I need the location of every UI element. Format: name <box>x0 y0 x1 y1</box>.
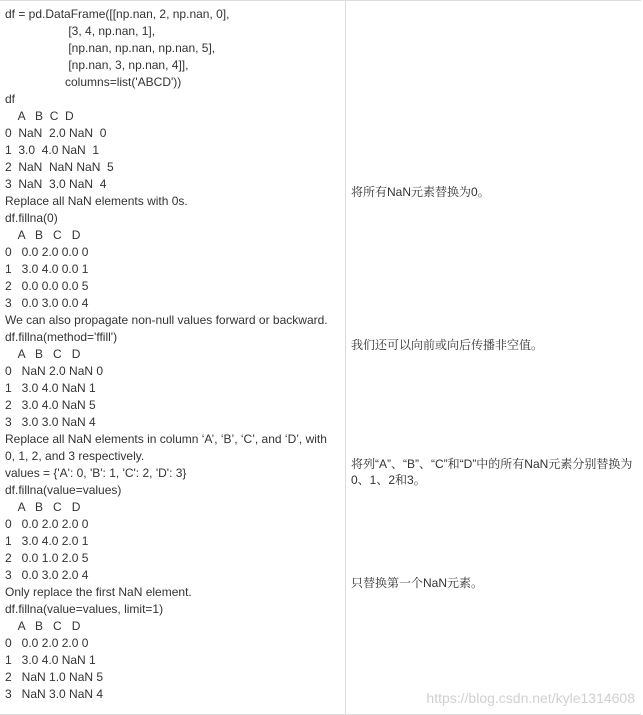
code-line: df.fillna(value=values, limit=1) <box>5 602 164 616</box>
code-line: We can also propagate non-null values forward or backward. <box>5 313 328 327</box>
code-line: 0, 1, 2, and 3 respectively. <box>5 449 145 463</box>
code-line: Only replace the first NaN element. <box>5 585 192 599</box>
code-line: Replace all NaN elements in column ‘A’, ‘B’, ‘C’, and ‘D’, with <box>5 432 327 446</box>
code-line: 2 NaN NaN NaN 5 <box>5 160 114 174</box>
code-line: [np.nan, np.nan, np.nan, 5], <box>5 41 216 55</box>
note-propagate: 我们还可以向前或向后传播非空值。 <box>351 338 544 352</box>
code-line: df.fillna(method='ffill') <box>5 330 118 344</box>
note-first-only: 只替换第一个NaN元素。 <box>351 576 484 590</box>
note-fill-zero: 将所有NaN元素替换为0。 <box>351 185 490 199</box>
code-line: 2 3.0 4.0 NaN 5 <box>5 398 96 412</box>
code-line: 0 0.0 2.0 2.0 0 <box>5 517 89 531</box>
code-line: 1 3.0 4.0 2.0 1 <box>5 534 89 548</box>
code-line: A B C D <box>5 500 81 514</box>
code-line: 0 0.0 2.0 0.0 0 <box>5 245 89 259</box>
code-line: 0 NaN 2.0 NaN 0 <box>5 364 104 378</box>
code-line: df = pd.DataFrame([[np.nan, 2, np.nan, 0], <box>5 7 230 21</box>
code-line: 0 0.0 2.0 2.0 0 <box>5 636 89 650</box>
code-line: A B C D <box>5 619 81 633</box>
notes-column <box>346 1 641 714</box>
watermark-text: https://blog.csdn.net/kyle1314608 <box>426 690 635 706</box>
code-line: 2 NaN 1.0 NaN 5 <box>5 670 104 684</box>
code-line: 3 0.0 3.0 0.0 4 <box>5 296 89 310</box>
code-line: 1 3.0 4.0 NaN 1 <box>5 381 96 395</box>
code-line: 0 NaN 2.0 NaN 0 <box>5 126 107 140</box>
code-line: A B C D <box>5 109 74 123</box>
code-line: Replace all NaN elements with 0s. <box>5 194 188 208</box>
code-line: 3 0.0 3.0 2.0 4 <box>5 568 89 582</box>
code-column <box>0 1 346 714</box>
code-line: df.fillna(0) <box>5 211 58 225</box>
note-per-column: 将列“A”、“B”、“C”和“D”中的所有NaN元素分别替换为0、1、2和3。 <box>351 457 633 487</box>
code-line: 1 3.0 4.0 NaN 1 <box>5 653 96 667</box>
code-line: 2 0.0 1.0 2.0 5 <box>5 551 89 565</box>
code-line: 2 0.0 0.0 0.0 5 <box>5 279 89 293</box>
code-line: columns=list('ABCD')) <box>5 75 182 89</box>
code-line: [3, 4, np.nan, 1], <box>5 24 156 38</box>
code-line: 3 NaN 3.0 NaN 4 <box>5 687 104 701</box>
code-line: df.fillna(value=values) <box>5 483 122 497</box>
code-line: 3 3.0 3.0 NaN 4 <box>5 415 96 429</box>
code-line: 3 NaN 3.0 NaN 4 <box>5 177 107 191</box>
code-line: A B C D <box>5 228 81 242</box>
code-line: A B C D <box>5 347 81 361</box>
code-line: values = {'A': 0, 'B': 1, 'C': 2, 'D': 3} <box>5 466 187 480</box>
code-line: 1 3.0 4.0 0.0 1 <box>5 262 89 276</box>
code-line: [np.nan, 3, np.nan, 4]], <box>5 58 189 72</box>
code-line: df <box>5 92 16 106</box>
code-line: 1 3.0 4.0 NaN 1 <box>5 143 100 157</box>
